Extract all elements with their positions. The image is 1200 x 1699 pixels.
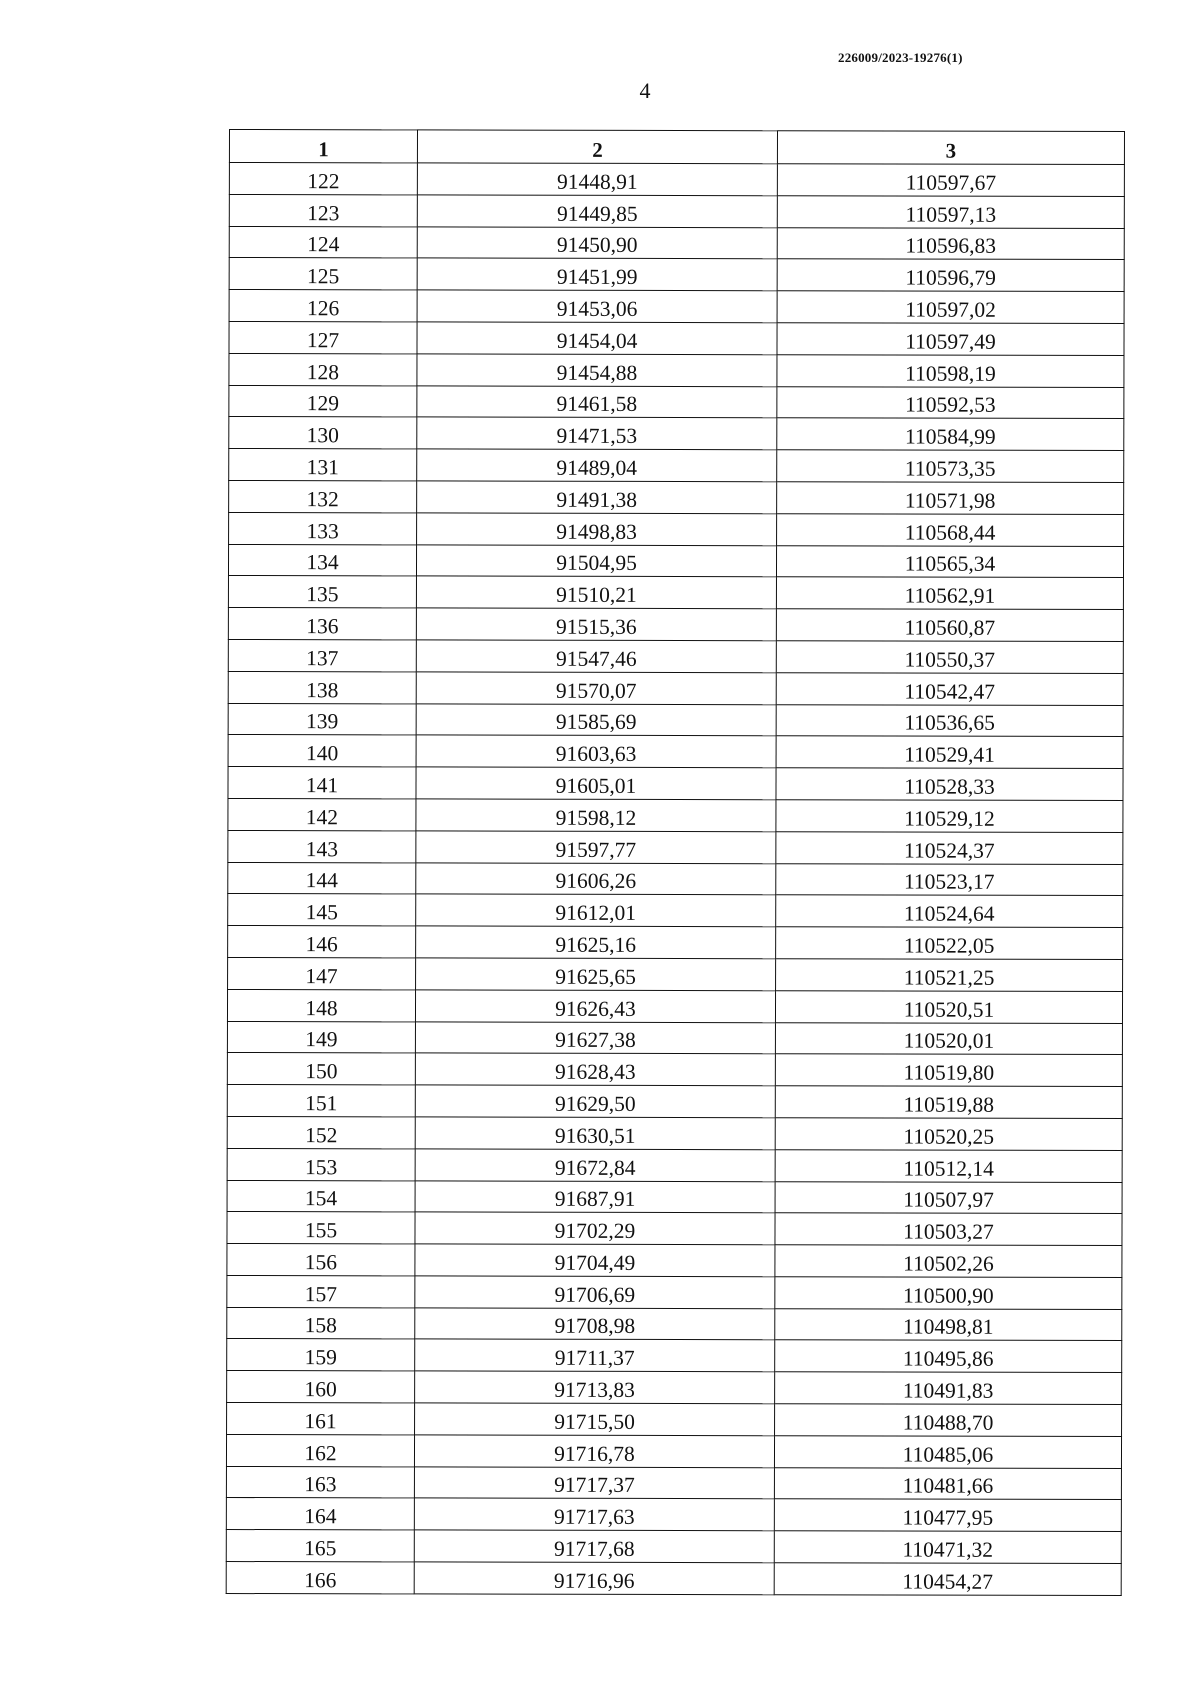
table-row xyxy=(228,703,1123,737)
y-coordinate-cell: 110500,90 xyxy=(775,1277,1122,1310)
point-number-cell: 130 xyxy=(229,417,417,449)
y-coordinate-cell: 110596,83 xyxy=(777,227,1124,260)
x-coordinate-cell: 91454,88 xyxy=(417,354,777,387)
y-coordinate-cell: 110560,87 xyxy=(776,609,1123,642)
table-row xyxy=(229,290,1124,324)
table-row xyxy=(228,639,1123,673)
y-coordinate-cell: 110507,97 xyxy=(775,1181,1122,1214)
point-number-cell: 123 xyxy=(229,194,417,226)
point-number-cell: 128 xyxy=(229,353,417,385)
point-number-cell: 135 xyxy=(228,576,416,608)
point-number-cell: 164 xyxy=(226,1498,414,1530)
point-number-cell: 126 xyxy=(229,290,417,322)
table-body xyxy=(226,163,1124,1596)
y-coordinate-cell: 110592,53 xyxy=(777,386,1124,419)
x-coordinate-cell: 91510,21 xyxy=(416,576,776,609)
x-coordinate-cell: 91713,83 xyxy=(415,1371,775,1404)
y-coordinate-cell: 110596,79 xyxy=(777,259,1124,292)
table-row xyxy=(226,1466,1121,1500)
column-header-1: 1 xyxy=(229,130,417,163)
x-coordinate-cell: 91625,65 xyxy=(416,958,776,991)
point-number-cell: 124 xyxy=(229,226,417,258)
x-coordinate-cell: 91449,85 xyxy=(417,195,777,228)
y-coordinate-cell: 110550,37 xyxy=(776,641,1123,674)
table-row xyxy=(229,321,1124,355)
table-header xyxy=(229,130,1124,165)
y-coordinate-cell: 110495,86 xyxy=(775,1340,1122,1373)
point-number-cell: 158 xyxy=(227,1307,415,1339)
point-number-cell: 138 xyxy=(228,671,416,703)
y-coordinate-cell: 110562,91 xyxy=(776,577,1123,610)
y-coordinate-cell: 110529,12 xyxy=(776,800,1123,833)
point-number-cell: 142 xyxy=(228,798,416,830)
x-coordinate-cell: 91702,29 xyxy=(415,1212,775,1245)
table-row xyxy=(229,163,1124,197)
x-coordinate-cell: 91630,51 xyxy=(415,1117,775,1150)
y-coordinate-cell: 110521,25 xyxy=(776,959,1123,992)
y-coordinate-cell: 110520,51 xyxy=(775,990,1122,1023)
table-row xyxy=(229,353,1124,387)
table-row xyxy=(227,1403,1122,1437)
table-row xyxy=(228,671,1123,705)
point-number-cell: 165 xyxy=(226,1530,414,1562)
x-coordinate-cell: 91603,63 xyxy=(416,735,776,768)
y-coordinate-cell: 110519,80 xyxy=(775,1054,1122,1087)
y-coordinate-cell: 110523,17 xyxy=(776,863,1123,896)
x-coordinate-cell: 91717,68 xyxy=(414,1530,774,1563)
x-coordinate-cell: 91708,98 xyxy=(415,1308,775,1341)
page-number: 4 xyxy=(639,78,651,103)
table-row xyxy=(229,194,1124,228)
x-coordinate-cell: 91489,04 xyxy=(417,449,777,482)
table-row xyxy=(227,1212,1122,1246)
point-number-cell: 127 xyxy=(229,321,417,353)
table-row xyxy=(227,1371,1122,1405)
y-coordinate-cell: 110542,47 xyxy=(776,672,1123,705)
point-number-cell: 159 xyxy=(227,1339,415,1371)
x-coordinate-cell: 91706,69 xyxy=(415,1276,775,1309)
y-coordinate-cell: 110498,81 xyxy=(775,1308,1122,1341)
point-number-cell: 125 xyxy=(229,258,417,290)
point-number-cell: 147 xyxy=(228,957,416,989)
column-header-3: 3 xyxy=(777,131,1124,165)
point-number-cell: 131 xyxy=(229,449,417,481)
table-row xyxy=(228,798,1123,832)
y-coordinate-cell: 110520,01 xyxy=(775,1022,1122,1055)
table-row xyxy=(228,894,1123,928)
x-coordinate-cell: 91597,77 xyxy=(416,831,776,864)
table-row xyxy=(227,1339,1122,1373)
y-coordinate-cell: 110520,25 xyxy=(775,1118,1122,1151)
point-number-cell: 154 xyxy=(227,1180,415,1212)
x-coordinate-cell: 91605,01 xyxy=(416,767,776,800)
x-coordinate-cell: 91448,91 xyxy=(417,163,777,196)
y-coordinate-cell: 110488,70 xyxy=(775,1404,1122,1437)
point-number-cell: 129 xyxy=(229,385,417,417)
x-coordinate-cell: 91461,58 xyxy=(417,386,777,419)
table-row xyxy=(228,544,1123,578)
point-number-cell: 145 xyxy=(228,894,416,926)
y-coordinate-cell: 110584,99 xyxy=(777,418,1124,451)
x-coordinate-cell: 91598,12 xyxy=(416,799,776,832)
point-number-cell: 122 xyxy=(229,163,417,195)
y-coordinate-cell: 110481,66 xyxy=(774,1467,1121,1500)
point-number-cell: 139 xyxy=(228,703,416,735)
table-row xyxy=(229,385,1124,419)
point-number-cell: 148 xyxy=(227,989,415,1021)
x-coordinate-cell: 91711,37 xyxy=(415,1339,775,1372)
table-row xyxy=(227,1307,1122,1341)
table-row xyxy=(229,480,1124,514)
y-coordinate-cell: 110471,32 xyxy=(774,1531,1121,1564)
table-row xyxy=(227,989,1122,1023)
x-coordinate-cell: 91687,91 xyxy=(415,1180,775,1213)
x-coordinate-cell: 91547,46 xyxy=(416,640,776,673)
x-coordinate-cell: 91491,38 xyxy=(417,481,777,514)
point-number-cell: 140 xyxy=(228,735,416,767)
column-header-2: 2 xyxy=(417,130,777,164)
x-coordinate-cell: 91716,96 xyxy=(414,1562,774,1595)
point-number-cell: 151 xyxy=(227,1085,415,1117)
point-number-cell: 149 xyxy=(227,1021,415,1053)
y-coordinate-cell: 110568,44 xyxy=(777,514,1124,547)
y-coordinate-cell: 110524,37 xyxy=(776,831,1123,864)
table-header-row xyxy=(229,130,1124,165)
table-row xyxy=(227,1244,1122,1278)
x-coordinate-cell: 91471,53 xyxy=(417,417,777,450)
x-coordinate-cell: 91628,43 xyxy=(415,1053,775,1086)
y-coordinate-cell: 110503,27 xyxy=(775,1213,1122,1246)
table-row xyxy=(227,1275,1122,1309)
table-row xyxy=(226,1562,1121,1596)
point-number-cell: 137 xyxy=(228,639,416,671)
table-row xyxy=(227,1021,1122,1055)
y-coordinate-cell: 110522,05 xyxy=(776,927,1123,960)
y-coordinate-cell: 110519,88 xyxy=(775,1086,1122,1119)
x-coordinate-cell: 91454,04 xyxy=(417,322,777,355)
x-coordinate-cell: 91453,06 xyxy=(417,290,777,323)
y-coordinate-cell: 110536,65 xyxy=(776,704,1123,737)
x-coordinate-cell: 91717,63 xyxy=(414,1498,774,1531)
x-coordinate-cell: 91627,38 xyxy=(415,1021,775,1054)
point-number-cell: 163 xyxy=(226,1466,414,1498)
y-coordinate-cell: 110524,64 xyxy=(776,895,1123,928)
y-coordinate-cell: 110597,02 xyxy=(777,291,1124,324)
table-row xyxy=(229,512,1124,546)
y-coordinate-cell: 110502,26 xyxy=(775,1245,1122,1278)
x-coordinate-cell: 91717,37 xyxy=(414,1467,774,1500)
y-coordinate-cell: 110491,83 xyxy=(775,1372,1122,1405)
x-coordinate-cell: 91626,43 xyxy=(415,990,775,1023)
point-number-cell: 155 xyxy=(227,1212,415,1244)
table-row xyxy=(227,1148,1122,1182)
point-number-cell: 132 xyxy=(229,480,417,512)
table-row xyxy=(229,449,1124,483)
point-number-cell: 166 xyxy=(226,1562,414,1594)
point-number-cell: 152 xyxy=(227,1116,415,1148)
table-row xyxy=(229,226,1124,260)
y-coordinate-cell: 110529,41 xyxy=(776,736,1123,769)
x-coordinate-cell: 91612,01 xyxy=(416,894,776,927)
point-number-cell: 134 xyxy=(228,544,416,576)
point-number-cell: 157 xyxy=(227,1275,415,1307)
x-coordinate-cell: 91704,49 xyxy=(415,1244,775,1277)
y-coordinate-cell: 110454,27 xyxy=(774,1563,1121,1596)
x-coordinate-cell: 91585,69 xyxy=(416,703,776,736)
y-coordinate-cell: 110597,49 xyxy=(777,323,1124,356)
x-coordinate-cell: 91504,95 xyxy=(416,544,776,577)
x-coordinate-cell: 91629,50 xyxy=(415,1085,775,1118)
document-reference: 226009/2023-19276(1) xyxy=(838,50,963,65)
y-coordinate-cell: 110485,06 xyxy=(774,1436,1121,1469)
coordinates-table xyxy=(226,129,1125,1596)
point-number-cell: 160 xyxy=(227,1371,415,1403)
x-coordinate-cell: 91515,36 xyxy=(416,608,776,641)
point-number-cell: 162 xyxy=(226,1434,414,1466)
table-row xyxy=(226,1498,1121,1532)
point-number-cell: 144 xyxy=(228,862,416,894)
table-row xyxy=(228,735,1123,769)
y-coordinate-cell: 110597,67 xyxy=(777,164,1124,197)
table-row xyxy=(228,830,1123,864)
x-coordinate-cell: 91498,83 xyxy=(417,513,777,546)
x-coordinate-cell: 91570,07 xyxy=(416,672,776,705)
table-row xyxy=(227,1085,1122,1119)
table-row xyxy=(227,1116,1122,1150)
point-number-cell: 141 xyxy=(228,767,416,799)
y-coordinate-cell: 110565,34 xyxy=(776,545,1123,578)
y-coordinate-cell: 110477,95 xyxy=(774,1499,1121,1532)
y-coordinate-cell: 110573,35 xyxy=(777,450,1124,483)
y-coordinate-cell: 110597,13 xyxy=(777,196,1124,229)
point-number-cell: 150 xyxy=(227,1053,415,1085)
table-row xyxy=(228,957,1123,991)
table-row xyxy=(228,576,1123,610)
x-coordinate-cell: 91716,78 xyxy=(414,1435,774,1468)
table-row xyxy=(228,767,1123,801)
table-row xyxy=(229,417,1124,451)
point-number-cell: 156 xyxy=(227,1244,415,1276)
table-row xyxy=(228,926,1123,960)
table-row xyxy=(226,1434,1121,1468)
x-coordinate-cell: 91715,50 xyxy=(415,1403,775,1436)
x-coordinate-cell: 91606,26 xyxy=(416,862,776,895)
point-number-cell: 143 xyxy=(228,830,416,862)
y-coordinate-cell: 110528,33 xyxy=(776,768,1123,801)
x-coordinate-cell: 91450,90 xyxy=(417,227,777,260)
point-number-cell: 146 xyxy=(228,926,416,958)
x-coordinate-cell: 91625,16 xyxy=(416,926,776,959)
table-row xyxy=(226,1530,1121,1564)
y-coordinate-cell: 110512,14 xyxy=(775,1149,1122,1182)
table-row xyxy=(228,862,1123,896)
table-row xyxy=(227,1053,1122,1087)
table-row xyxy=(229,258,1124,292)
table-row xyxy=(227,1180,1122,1214)
point-number-cell: 153 xyxy=(227,1148,415,1180)
y-coordinate-cell: 110571,98 xyxy=(777,482,1124,515)
x-coordinate-cell: 91672,84 xyxy=(415,1149,775,1182)
point-number-cell: 161 xyxy=(227,1403,415,1435)
point-number-cell: 136 xyxy=(228,608,416,640)
x-coordinate-cell: 91451,99 xyxy=(417,258,777,291)
point-number-cell: 133 xyxy=(229,512,417,544)
y-coordinate-cell: 110598,19 xyxy=(777,355,1124,388)
table-row xyxy=(228,608,1123,642)
